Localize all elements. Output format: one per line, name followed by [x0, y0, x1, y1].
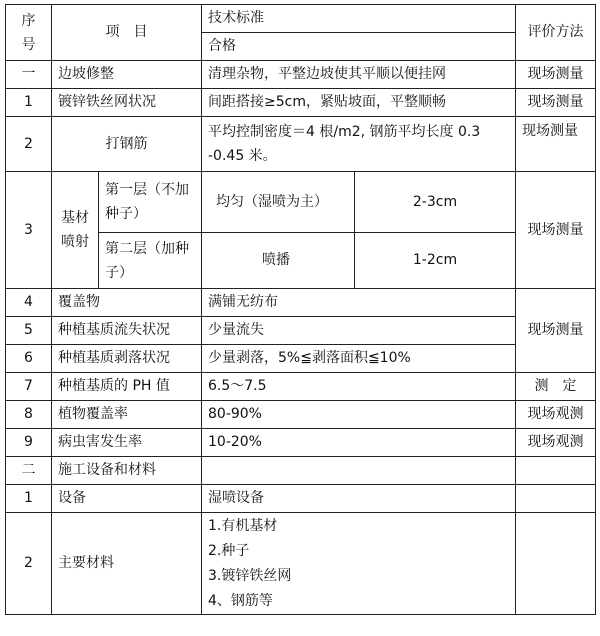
row-standard: 10-20%: [202, 429, 516, 457]
row-no: 5: [6, 317, 52, 345]
list-item: 1.有机基材: [208, 517, 278, 534]
row-no: 6: [6, 345, 52, 373]
row-no: 2: [6, 117, 52, 172]
row-method: 现场测量: [516, 89, 596, 117]
row-item: 种植基质剥落状况: [52, 345, 202, 373]
row-standard: 平均控制密度＝4 根/m2, 钢筋平均长度 0.3 -0.45 米。: [202, 117, 516, 172]
table-row: [6, 429, 596, 457]
row-item: 覆盖物: [52, 289, 202, 317]
header-item: 项 目: [52, 5, 202, 61]
row-method: 现场观测: [516, 429, 596, 457]
row-layer1-value: 2-3cm: [355, 172, 516, 233]
row-no: 1: [6, 485, 52, 513]
row-method: 现场测量: [516, 172, 596, 289]
header-standard-sub: 合格: [202, 33, 516, 61]
list-item: 2.种子: [208, 542, 250, 559]
row-layer2-value: 1-2cm: [355, 233, 516, 289]
header-method: 评价方法: [516, 5, 596, 61]
row-method: 现场测量: [516, 61, 596, 89]
table-row: [6, 89, 596, 117]
row-method: 现场观测: [516, 401, 596, 429]
row-layer2: 第二层（加种子）: [99, 233, 202, 289]
list-item: 3.镀锌铁丝网: [208, 567, 292, 584]
row-item: 打钢筋: [52, 117, 202, 172]
row-layer1-standard: 均匀（湿喷为主）: [202, 172, 355, 233]
table-row: [6, 289, 596, 317]
row-standard: 湿喷设备: [202, 485, 516, 513]
row-standard: 清理杂物，平整边坡使其平顺以便挂网: [202, 61, 516, 89]
row-method: [516, 457, 596, 485]
table-row: [6, 457, 596, 485]
row-item: 边坡修整: [52, 61, 202, 89]
row-no: 3: [6, 172, 52, 289]
table-row: [6, 485, 596, 513]
row-method: 测 定: [516, 373, 596, 401]
row-no: 4: [6, 289, 52, 317]
table-row: [6, 513, 596, 615]
table-row: [6, 172, 596, 233]
row-method: [516, 513, 596, 615]
table-row: [6, 61, 596, 89]
header-no: 序 号: [6, 5, 52, 61]
row-layer2-standard: 喷播: [202, 233, 355, 289]
row-no: 8: [6, 401, 52, 429]
row-standard: 少量剥落，5%≦剥落面积≦10%: [202, 345, 516, 373]
row-standard: [202, 457, 516, 485]
row-method: [516, 485, 596, 513]
row-item: 植物覆盖率: [52, 401, 202, 429]
row-item: 病虫害发生率: [52, 429, 202, 457]
row-no: 7: [6, 373, 52, 401]
table-row: [6, 401, 596, 429]
row-item: 镀锌铁丝网状况: [52, 89, 202, 117]
row-item: 施工设备和材料: [52, 457, 202, 485]
row-no: 二: [6, 457, 52, 485]
row-item: 种植基质流失状况: [52, 317, 202, 345]
row-method: 现场测量: [516, 117, 596, 172]
table-row: [6, 345, 596, 373]
row-no: 9: [6, 429, 52, 457]
table-row: [6, 317, 596, 345]
row-no: 2: [6, 513, 52, 615]
row-layer1: 第一层（不加种子）: [99, 172, 202, 233]
row-no: 一: [6, 61, 52, 89]
row-group: 基材 喷射: [52, 172, 99, 289]
row-standard: 少量流失: [202, 317, 516, 345]
header-standard: 技术标准: [202, 5, 516, 33]
row-standard: 80-90%: [202, 401, 516, 429]
row-no: 1: [6, 89, 52, 117]
row-standard: 满铺无纺布: [202, 289, 516, 317]
standards-table: [5, 4, 596, 615]
row-standard: 6.5～7.5: [202, 373, 516, 401]
row-item: 种植基质的 PH 值: [52, 373, 202, 401]
list-item: 4、钢筋等: [208, 592, 273, 609]
row-standard: 间距搭接≥5cm，紧贴坡面，平整顺畅: [202, 89, 516, 117]
table-row: [6, 373, 596, 401]
row-method: 现场测量: [516, 289, 596, 373]
materials-list: [202, 513, 516, 615]
row-item: 主要材料: [52, 513, 202, 615]
row-item: 设备: [52, 485, 202, 513]
table-row: [6, 117, 596, 172]
